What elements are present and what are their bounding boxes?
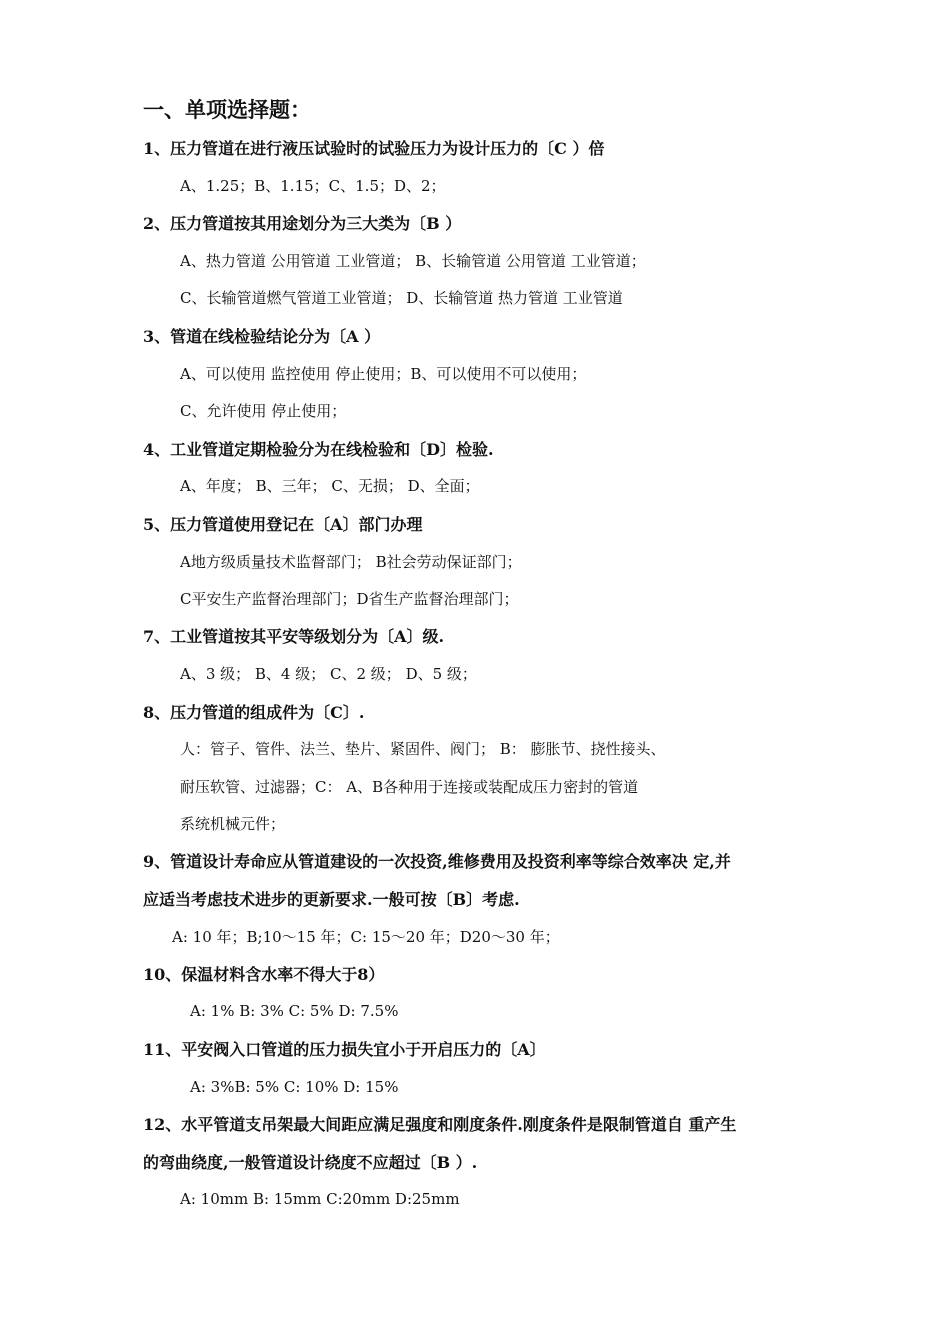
options-8-line3: 系统机械元件； — [180, 815, 286, 833]
options-5-ab: A地方级质量技术监督部门； B社会劳动保证部门； — [180, 553, 522, 571]
options-1: A、1.25；B、1.15；C、1.5；D、2； — [180, 177, 446, 195]
question-8: 8、压力管道的组成件为〔C〕. — [143, 703, 365, 722]
question-9-line2: 应适当考虑技术进步的更新要求.一般可按〔B〕考虑. — [143, 890, 520, 909]
options-2-ab: A、热力管道 公用管道 工业管道； B、长输管道 公用管道 工业管道； — [180, 252, 646, 270]
question-1: 1、压力管道在进行液压试验时的试验压力为设计压力的〔C ）倍 — [143, 139, 605, 158]
options-5-cd: C平安生产监督治理部门；D省生产监督治理部门； — [180, 590, 519, 608]
question-3: 3、管道在线检验结论分为〔A ） — [143, 327, 381, 346]
options-7: A、3 级； B、4 级； C、2 级； D、5 级； — [180, 665, 477, 683]
question-7: 7、工业管道按其平安等级划分为〔A〕级. — [143, 627, 445, 646]
options-11: A: 3%B: 5% C: 10% D: 15% — [190, 1078, 399, 1096]
section-title: 一、单项选择题： — [143, 97, 311, 122]
options-9: A: 10 年；B;10〜15 年；C: 15〜20 年；D20〜30 年； — [172, 928, 560, 946]
question-12-line1: 12、水平管道支吊架最大间距应满足强度和刚度条件.刚度条件是限制管道自 重产生 — [143, 1115, 737, 1134]
question-10: 10、保温材料含水率不得大于8） — [143, 965, 385, 984]
options-12: A: 10mm B: 15mm C:20mm D:25mm — [180, 1190, 460, 1208]
options-3-ab: A、可以使用 监控使用 停止使用；B、可以使用不可以使用； — [180, 365, 587, 383]
question-9-line1: 9、管道设计寿命应从管道建设的一次投资,维修费用及投资利率等综合效率决 定,并 — [143, 852, 731, 871]
options-2-cd: C、长输管道燃气管道工业管道； D、长输管道 热力管道 工业管道 — [180, 289, 623, 307]
question-11: 11、平安阀入口管道的压力损失宜小于开启压力的〔A〕 — [143, 1040, 546, 1059]
options-3-c: C、允许使用 停止使用； — [180, 402, 347, 420]
question-12-line2: 的弯曲绕度,一般管道设计绕度不应超过〔B ）. — [143, 1153, 478, 1172]
question-4: 4、工业管道定期检验分为在线检验和〔D〕检验. — [143, 440, 494, 459]
options-4: A、年度； B、三年； C、无损； D、全面； — [180, 477, 480, 495]
question-2: 2、压力管道按其用途划分为三大类为〔B ） — [143, 214, 462, 233]
options-8-line1: 人：管子、管件、法兰、垫片、紧固件、阀门； B： 膨胀节、挠性接头、 — [180, 740, 666, 758]
question-5: 5、压力管道使用登记在〔A〕部门办理 — [143, 515, 423, 534]
options-8-line2: 耐压软管、过滤器；C： A、B各种用于连接或装配成压力密封的管道 — [180, 778, 639, 796]
options-10: A: 1% B: 3% C: 5% D: 7.5% — [190, 1002, 399, 1020]
